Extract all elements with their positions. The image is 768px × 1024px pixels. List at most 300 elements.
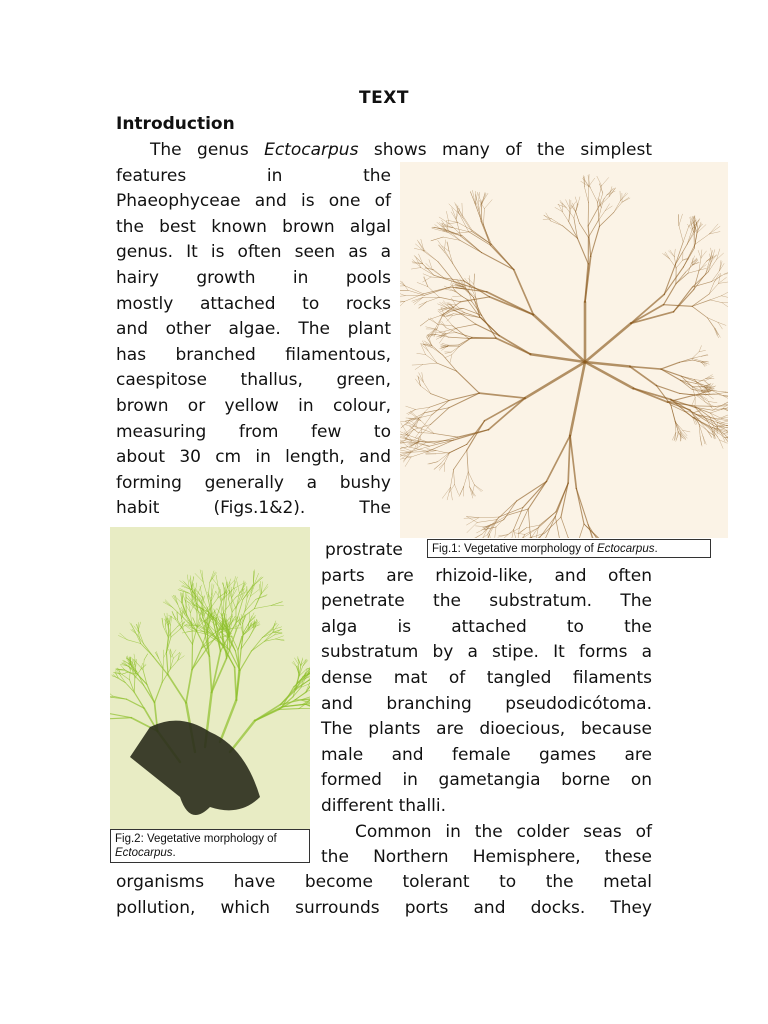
filament (560, 202, 566, 207)
text-line: the best known brown algal (116, 216, 391, 237)
filament (212, 658, 227, 692)
filament (477, 520, 497, 523)
filament (721, 292, 728, 296)
filament (455, 484, 459, 494)
filament (411, 268, 421, 270)
filament (454, 450, 467, 469)
filament (294, 675, 307, 687)
filament (431, 345, 442, 355)
filament (631, 305, 664, 324)
filament (448, 220, 458, 222)
filament (484, 200, 492, 209)
filament (464, 518, 479, 519)
filament (460, 240, 482, 252)
filament (450, 470, 453, 488)
filament (482, 315, 496, 338)
filament (474, 485, 482, 491)
filament (664, 264, 675, 294)
filament (585, 323, 631, 362)
filament (466, 518, 478, 525)
text-line: about 30 cm in length, and (116, 447, 391, 468)
filament (210, 571, 214, 582)
filament (469, 534, 483, 538)
filament (680, 394, 696, 396)
filament (431, 408, 449, 425)
filament (497, 501, 517, 520)
filament (155, 683, 163, 703)
filament (562, 212, 568, 222)
filament (233, 576, 235, 589)
filament (707, 394, 714, 399)
filament (447, 242, 449, 251)
text-line: penetrate the substratum. The (321, 591, 652, 612)
text-line: substratum by a stipe. It forms a (321, 642, 652, 663)
filament (438, 324, 453, 326)
filament (621, 193, 628, 200)
filament (400, 296, 405, 297)
text-line: male and female games are (321, 744, 652, 765)
filament (254, 594, 260, 608)
filament (490, 534, 492, 538)
filament (439, 463, 445, 468)
filament (679, 214, 683, 225)
text-line: Common in the colder seas of (355, 821, 652, 842)
filament (153, 657, 168, 675)
filament (110, 713, 131, 717)
text-line: habit (Figs.1&2). The (116, 498, 391, 519)
filament (453, 264, 464, 281)
filament (408, 290, 424, 295)
filament (180, 581, 190, 588)
filament (429, 400, 449, 407)
filament (212, 651, 221, 692)
filament (451, 346, 459, 352)
filament (432, 400, 449, 414)
filament (472, 190, 475, 204)
filament (209, 656, 211, 692)
filament (456, 291, 468, 300)
filament (419, 302, 427, 308)
text-line: pollution, which surrounds ports and docks. They (116, 897, 652, 918)
filament (423, 363, 437, 364)
text-line: and other algae. The plant (116, 319, 391, 340)
filament (584, 524, 602, 538)
filament (223, 583, 224, 594)
filament (426, 355, 437, 363)
filament (566, 200, 570, 209)
filament (674, 249, 675, 257)
filament (254, 573, 259, 585)
filament (410, 413, 425, 421)
text-line: and branching pseudodicótoma. (321, 693, 652, 714)
filament (228, 580, 235, 587)
filament (709, 282, 714, 294)
filament (674, 287, 693, 312)
filament (431, 394, 450, 401)
filament (479, 517, 499, 518)
filament (472, 485, 474, 495)
filament (670, 250, 675, 257)
figure-1-image (400, 162, 728, 538)
filament (575, 197, 577, 205)
filament (482, 194, 486, 204)
text-line: The plants are dioecious, because (321, 719, 652, 740)
text-line: hairy growth in pools (116, 268, 391, 288)
filament (431, 237, 443, 241)
filament (470, 192, 475, 204)
filament (450, 355, 452, 363)
filament (698, 250, 701, 258)
filament (507, 528, 519, 535)
filament (474, 485, 481, 492)
filament (434, 463, 441, 469)
filament (561, 517, 568, 538)
filament (425, 251, 438, 262)
filament (546, 213, 551, 221)
section-heading: Introduction (116, 114, 235, 134)
filament (445, 355, 452, 358)
filament (460, 313, 476, 324)
filament (261, 582, 262, 594)
filament (556, 483, 568, 512)
filament (630, 366, 657, 385)
filament (426, 327, 436, 329)
filament (439, 297, 460, 302)
filament (479, 393, 525, 398)
text-line: features in the (116, 165, 391, 186)
filament (452, 346, 460, 354)
filament (240, 651, 252, 670)
filament (428, 318, 437, 324)
filament (420, 386, 430, 394)
filament (458, 222, 472, 230)
filament (419, 254, 423, 264)
filament (499, 336, 530, 355)
filament (230, 721, 255, 752)
filament (445, 328, 457, 335)
filament (500, 530, 514, 538)
filament (271, 602, 283, 606)
filament (460, 486, 464, 495)
filament (430, 318, 437, 324)
text-line: organisms have become tolerant to the metal (116, 872, 652, 892)
filament (700, 437, 702, 446)
filament (406, 406, 416, 409)
filament (692, 300, 710, 306)
filament (431, 277, 444, 278)
filament (134, 678, 135, 692)
filament (570, 362, 585, 436)
filament (724, 270, 728, 274)
filament (163, 658, 164, 668)
filament (451, 298, 455, 305)
filament (147, 684, 155, 702)
filament (437, 315, 442, 328)
filament (721, 296, 728, 298)
filament (597, 176, 602, 186)
filament (162, 668, 163, 683)
filament (488, 398, 525, 430)
text-line: The genus Ectocarpus shows many of the simplest (150, 140, 652, 160)
filament (693, 360, 702, 362)
filament (692, 263, 699, 265)
text-line: formed in gametangia borne on (321, 770, 652, 791)
filament (454, 470, 455, 485)
page-heading: TEXT (359, 88, 409, 108)
filament (699, 346, 701, 352)
filament (590, 187, 598, 202)
filament (484, 398, 525, 421)
filament (570, 436, 576, 489)
filament (143, 660, 144, 670)
filament (481, 253, 513, 270)
filament (121, 674, 129, 680)
filament (689, 220, 697, 227)
filament (437, 363, 457, 371)
filament (475, 204, 481, 221)
filament (721, 417, 728, 419)
filament (578, 197, 580, 205)
filament (228, 579, 231, 588)
text-line: alga is attached to the (321, 616, 652, 637)
filament (447, 316, 453, 322)
filament (449, 393, 479, 400)
filament (445, 316, 453, 326)
filament (708, 258, 712, 271)
filament (129, 670, 130, 680)
green-alga-illustration (110, 527, 310, 831)
filament (220, 700, 236, 742)
filament (449, 393, 479, 408)
filament (457, 371, 480, 393)
filament (464, 472, 468, 487)
filament (518, 528, 526, 534)
filament (429, 462, 438, 464)
filament (687, 229, 692, 244)
filament (605, 206, 612, 211)
text-line: forming generally a bushy (116, 472, 391, 493)
filament (687, 229, 695, 244)
filament (127, 640, 140, 644)
filament (605, 204, 609, 211)
filament (259, 584, 260, 594)
filament (710, 300, 722, 303)
filament (622, 198, 630, 202)
filament (434, 433, 458, 437)
filament (110, 689, 113, 696)
filament (709, 283, 718, 294)
text-line: has branched filamentous, (116, 344, 391, 365)
filament (491, 244, 513, 269)
filament (457, 324, 476, 328)
text-line: mostly attached to rocks (116, 293, 391, 314)
filament (129, 680, 134, 692)
text-line: genus. It is often seen as a (116, 242, 391, 263)
filament (717, 422, 725, 425)
filament (480, 317, 500, 336)
text-line: the Northern Hemisphere, these (321, 847, 652, 868)
filament (415, 365, 422, 370)
filament (276, 636, 284, 639)
filament (526, 525, 539, 528)
filament (419, 302, 427, 305)
filament (576, 212, 580, 224)
filament (551, 219, 562, 226)
filament (555, 516, 560, 538)
text-line: parts are rhizoid-like, and often (321, 565, 652, 586)
filament (584, 524, 603, 538)
filament (692, 294, 709, 306)
filament (621, 193, 627, 201)
filament (239, 583, 245, 594)
figure-2-image (110, 527, 310, 831)
filament (706, 260, 710, 274)
filament (400, 290, 405, 295)
filament (400, 286, 405, 287)
filament (279, 709, 299, 710)
filament (695, 234, 709, 244)
filament (414, 297, 423, 304)
filament (203, 582, 208, 598)
filament (683, 227, 688, 242)
filament (664, 267, 683, 294)
filament (452, 296, 460, 297)
filament (182, 585, 192, 590)
filament (614, 201, 621, 213)
filament (186, 670, 192, 703)
filament (254, 577, 263, 586)
filament (671, 405, 675, 421)
filament (668, 251, 674, 257)
filament (255, 707, 282, 721)
filament (528, 509, 530, 534)
filament (438, 240, 445, 250)
filament (452, 208, 456, 219)
filament (667, 395, 694, 402)
filament (675, 421, 681, 432)
filament (725, 392, 728, 393)
filament (165, 618, 166, 626)
filament (568, 436, 570, 484)
filament (676, 433, 679, 441)
filament (692, 398, 695, 406)
filament (680, 380, 693, 387)
filament (726, 426, 728, 427)
filament (722, 303, 728, 308)
filament (525, 362, 585, 398)
filament (413, 297, 423, 302)
filament (448, 337, 468, 338)
filament (190, 604, 194, 612)
text-line: brown or yellow in colour, (116, 396, 391, 416)
filament (412, 365, 422, 366)
filament (405, 294, 424, 301)
filament (701, 396, 705, 402)
filament (476, 324, 499, 335)
text-line: prostrate (325, 540, 403, 560)
filament (125, 683, 134, 692)
filament (262, 629, 271, 637)
filament (692, 306, 707, 317)
filament (706, 377, 713, 379)
filament (118, 678, 125, 683)
filament (679, 225, 683, 241)
filament (254, 605, 271, 608)
filament (136, 659, 137, 667)
text-line: caespitose thallus, green, (116, 370, 391, 391)
filament (260, 581, 261, 594)
filament (469, 284, 470, 291)
filament (630, 366, 661, 369)
filament (546, 436, 570, 482)
filament (237, 581, 240, 593)
filament (543, 219, 551, 220)
filament (467, 450, 468, 472)
filament (577, 238, 588, 264)
filament (424, 287, 450, 295)
filament (688, 270, 699, 273)
filament (439, 333, 446, 334)
filament (411, 442, 428, 452)
filament (443, 355, 457, 371)
filament (447, 487, 450, 500)
filament (445, 250, 453, 263)
filament (708, 401, 717, 402)
filament (428, 351, 437, 363)
filament (424, 276, 428, 286)
filament (676, 272, 686, 284)
filament (232, 637, 238, 650)
filament (449, 251, 453, 263)
filament (579, 223, 588, 237)
filament (400, 301, 405, 310)
filament (528, 481, 546, 509)
brown-alga-illustration (400, 162, 728, 538)
filament (166, 653, 168, 675)
holdfast-base (130, 721, 260, 815)
filament (137, 672, 144, 686)
filament (420, 320, 428, 326)
filament (576, 524, 584, 538)
filament (144, 654, 148, 660)
filament (620, 191, 621, 200)
filament (599, 212, 613, 226)
filament (168, 675, 186, 703)
filament (614, 202, 622, 212)
filament (417, 353, 426, 354)
filament (423, 274, 431, 277)
figure-2-caption: Fig.2: Vegetative morphology of Ectocarpus. (110, 829, 310, 863)
filament (699, 350, 705, 351)
filament (110, 718, 131, 719)
filament (427, 297, 440, 302)
filament (519, 509, 528, 528)
filament (571, 206, 576, 212)
filament (495, 527, 496, 538)
filament (525, 528, 538, 535)
filament (453, 228, 469, 232)
filament (584, 187, 588, 203)
filament (462, 203, 463, 215)
filament (256, 595, 267, 600)
filament (171, 629, 180, 637)
filament (551, 221, 563, 226)
text-line: measuring from few to (116, 421, 391, 442)
filament (436, 451, 449, 454)
filament (710, 296, 721, 300)
filament (245, 596, 251, 611)
text-line: different thalli. (321, 796, 447, 816)
